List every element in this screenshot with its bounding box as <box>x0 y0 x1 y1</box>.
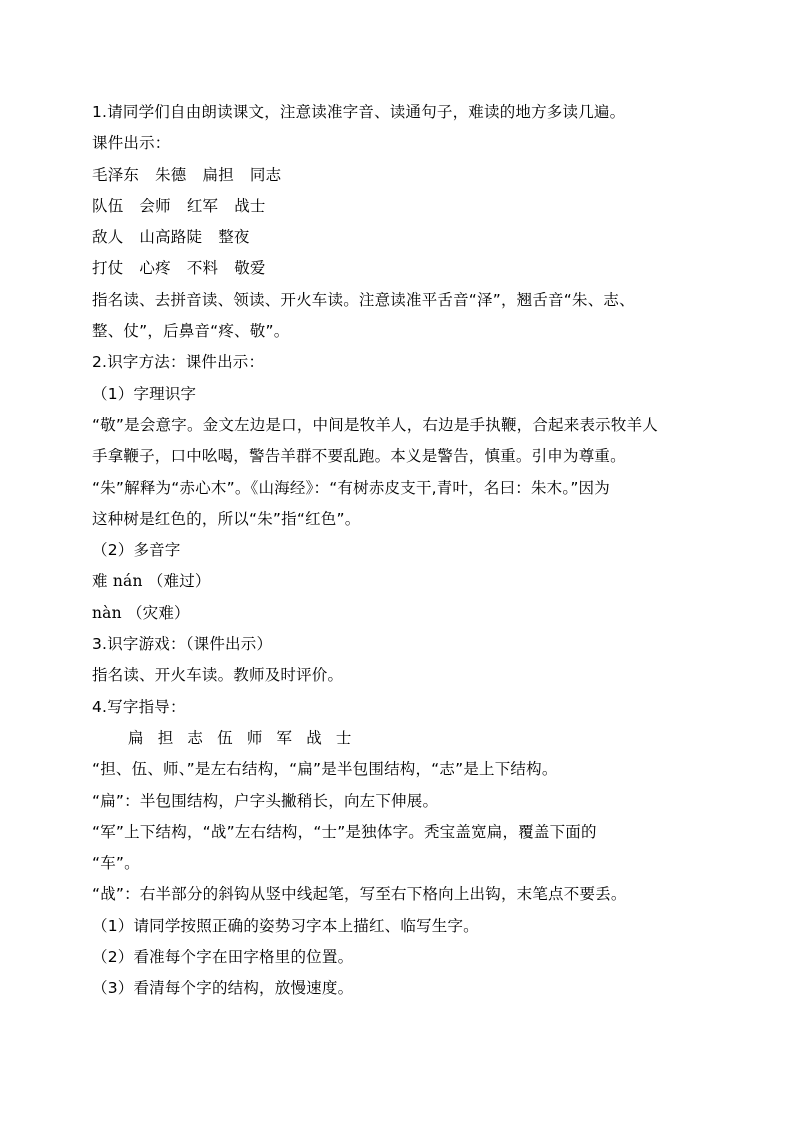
game-note: 指名读、开火车读。教师及时评价。 <box>92 666 344 685</box>
jing-explanation-line-1: “敬”是会意字。金文左边是口，中间是牧羊人，右边是手执鞭，合起来表示牧羊人 <box>92 415 658 434</box>
subheading-zili: （1）字理识字 <box>92 384 197 403</box>
writing-char: 志 <box>187 728 204 747</box>
writing-char: 军 <box>276 728 293 747</box>
structure-note: “担、伍、师、”是左右结构，“扁”是半包围结构，“志”是上下结构。 <box>92 760 558 779</box>
zhu-explanation-line-2: 这种树是红色的，所以“朱”指“红色”。 <box>92 509 361 528</box>
subheading-polyphone: （2）多音字 <box>92 541 181 560</box>
writing-chars <box>92 723 712 754</box>
word-row-3 <box>92 222 712 253</box>
jun-note-line-1: “军”上下结构，“战”左右结构，“士”是独体字。秃宝盖宽扁，覆盖下面的 <box>92 822 597 841</box>
word: 敬爱 <box>234 259 266 278</box>
jun-note-line-2: “车”。 <box>92 854 140 873</box>
example-word: （灾难） <box>126 603 190 622</box>
section-3-heading: 3.识字游戏：（课件出示） <box>92 635 273 654</box>
writing-step-3: （3）看清每个字的结构，放慢速度。 <box>92 979 354 998</box>
word: 心疼 <box>139 259 171 278</box>
word: 同志 <box>249 165 282 184</box>
writing-char: 士 <box>335 728 352 747</box>
lesson-content <box>92 97 712 1005</box>
reading-note-line-1: 指名读、去拼音读、领读、开火车读。注意读准平舌音“泽”，翘舌音“朱、志、 <box>92 290 635 309</box>
courseware-label: 课件出示： <box>92 134 171 153</box>
word-row-2 <box>92 191 712 222</box>
word: 毛泽东 <box>92 165 140 184</box>
writing-char: 战 <box>306 728 322 747</box>
writing-step-2: （2）看准每个字在田字格里的位置。 <box>92 948 354 967</box>
zhan-note: “战”：右半部分的斜钩从竖中线起笔，写至右下格向上出钩，末笔点不要丢。 <box>92 885 627 904</box>
polyphone-nan-1 <box>92 566 712 597</box>
writing-char: 扁 <box>128 728 144 747</box>
writing-char: 师 <box>246 728 263 747</box>
section-2-heading: 2.识字方法：课件出示： <box>92 353 265 372</box>
word: 不料 <box>186 259 219 278</box>
word: 山高路陡 <box>139 228 203 247</box>
writing-step-1: （1）请同学按照正确的姿势习字本上描红、临写生字。 <box>92 916 479 935</box>
word-row-4 <box>92 253 712 284</box>
jing-explanation-line-2: 手拿鞭子，口中吆喝，警告羊群不要乱跑。本义是警告，慎重。引申为尊重。 <box>92 447 626 466</box>
zhu-explanation-line-1: “朱”解释为“赤心木”。《山海经》：“有树赤皮支干,青叶，名曰：朱木。”因为 <box>92 478 610 497</box>
reading-note-line-2: 整、仗”，后鼻音“疼、敬”。 <box>92 322 290 341</box>
pinyin: nán <box>112 572 143 591</box>
word: 朱德 <box>155 165 187 184</box>
word: 敌人 <box>92 228 124 247</box>
word: 队伍 <box>92 196 124 215</box>
word: 打仗 <box>92 259 124 278</box>
word: 整夜 <box>218 228 250 247</box>
word: 扁担 <box>202 165 234 184</box>
bian-note: “扁”：半包围结构，户字头撇稍长，向左下伸展。 <box>92 791 439 810</box>
word-row-1 <box>92 160 712 191</box>
polyphone-char: 难 <box>92 572 108 591</box>
word: 红军 <box>186 196 219 215</box>
example-word: （难过） <box>147 572 211 591</box>
pinyin: nàn <box>92 603 122 622</box>
writing-char: 伍 <box>217 728 233 747</box>
section-1-heading: 1.请同学们自由朗读课文，注意读准字音、读通句子，难读的地方多读几遍。 <box>92 103 626 121</box>
writing-char: 担 <box>157 728 174 747</box>
word: 战士 <box>234 196 266 215</box>
section-4-heading: 4.写字指导： <box>92 697 186 716</box>
polyphone-nan-2 <box>92 598 712 629</box>
word: 会师 <box>139 196 171 215</box>
